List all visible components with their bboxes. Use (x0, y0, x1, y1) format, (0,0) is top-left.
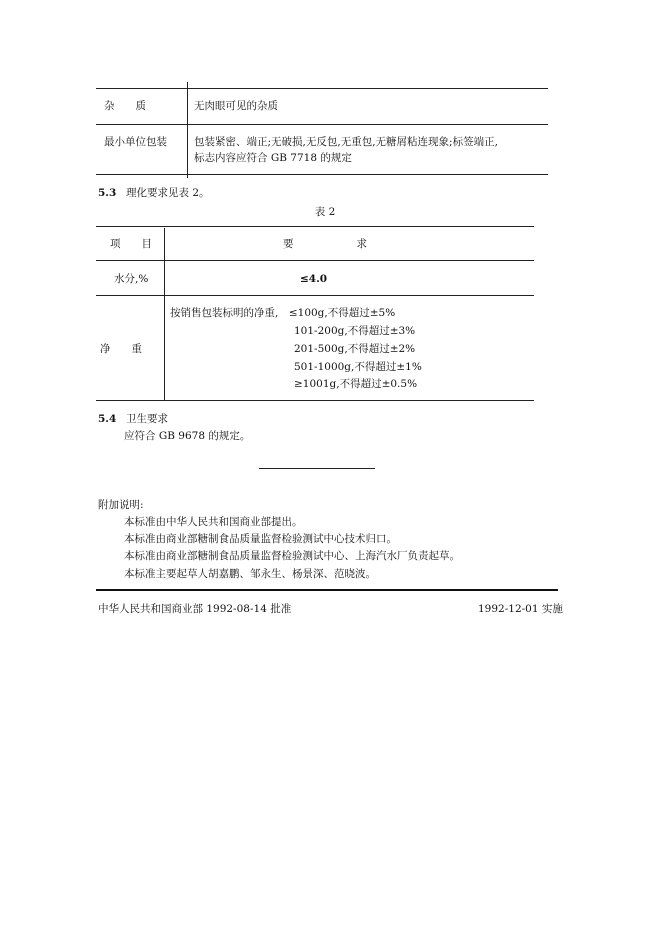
section-5-4-number: 5.4 (98, 413, 117, 425)
table2-caption: 表 2 (314, 206, 336, 218)
section-5-4-title: 卫生要求 (126, 413, 168, 425)
table1-row2-value-line2: 标志内容应符合 GB 7718 的规定 (194, 152, 352, 164)
table2-netweight-line4: 501-1000g,不得超过±1% (294, 361, 422, 373)
table2-header-item: 项 目 (110, 238, 152, 250)
table1-top-rule (96, 88, 548, 89)
notes-item-2: 本标准由商业部糖制食品质量监督检验测试中心技术归口。 (124, 533, 397, 545)
table2-netweight-line1: 按销售包装标明的净重, ≤100g,不得超过±5% (170, 307, 396, 319)
table2-mid-rule (96, 295, 534, 296)
table2-divider (164, 228, 165, 400)
table2-top-rule (96, 226, 534, 227)
table1-row2-label: 最小单位包装 (104, 136, 167, 148)
table2-netweight-line2: 101-200g,不得超过±3% (294, 325, 416, 337)
table1-divider (187, 82, 188, 178)
footer-effective: 1992-12-01 实施 (478, 603, 563, 615)
notes-item-1: 本标准由中华人民共和国商业部提出。 (124, 516, 303, 528)
table2-header-requirement: 要 求 (283, 238, 367, 250)
notes-item-4: 本标准主要起草人胡嘉鹏、邹永生、杨景深、范晓波。 (124, 568, 376, 580)
notes-heading: 附加说明: (98, 499, 144, 511)
table2-moisture-value: ≤4.0 (300, 273, 328, 285)
table2-moisture-label: 水分,% (114, 273, 149, 285)
table2-bottom-rule (96, 400, 534, 401)
footer-rule (96, 589, 558, 591)
table2-netweight-label: 净 重 (100, 343, 142, 355)
table1-row2-value-line1: 包装紧密、端正;无破损,无反包,无重包,无糖屑粘连现象;标签端正, (194, 136, 498, 148)
table2-netweight-line3: 201-500g,不得超过±2% (294, 343, 416, 355)
section-5-3-title: 理化要求见表 2。 (126, 187, 210, 199)
section-5-3-number: 5.3 (98, 187, 117, 199)
notes-item-3: 本标准由商业部糖制食品质量监督检验测试中心、上海汽水厂负责起草。 (124, 550, 460, 562)
section-5-4-body: 应符合 GB 9678 的规定。 (124, 430, 251, 442)
table1-row1-label: 杂 质 (104, 100, 146, 112)
table1-row1-value: 无肉眼可见的杂质 (194, 100, 278, 112)
table2-netweight-line5: ≥1001g,不得超过±0.5% (294, 378, 418, 390)
table1-bottom-rule (96, 174, 548, 175)
footer-approval: 中华人民共和国商业部 1992-08-14 批准 (98, 603, 292, 615)
table1-mid-rule (96, 124, 548, 125)
end-of-text-rule (259, 468, 375, 469)
table2-header-rule (96, 260, 534, 261)
